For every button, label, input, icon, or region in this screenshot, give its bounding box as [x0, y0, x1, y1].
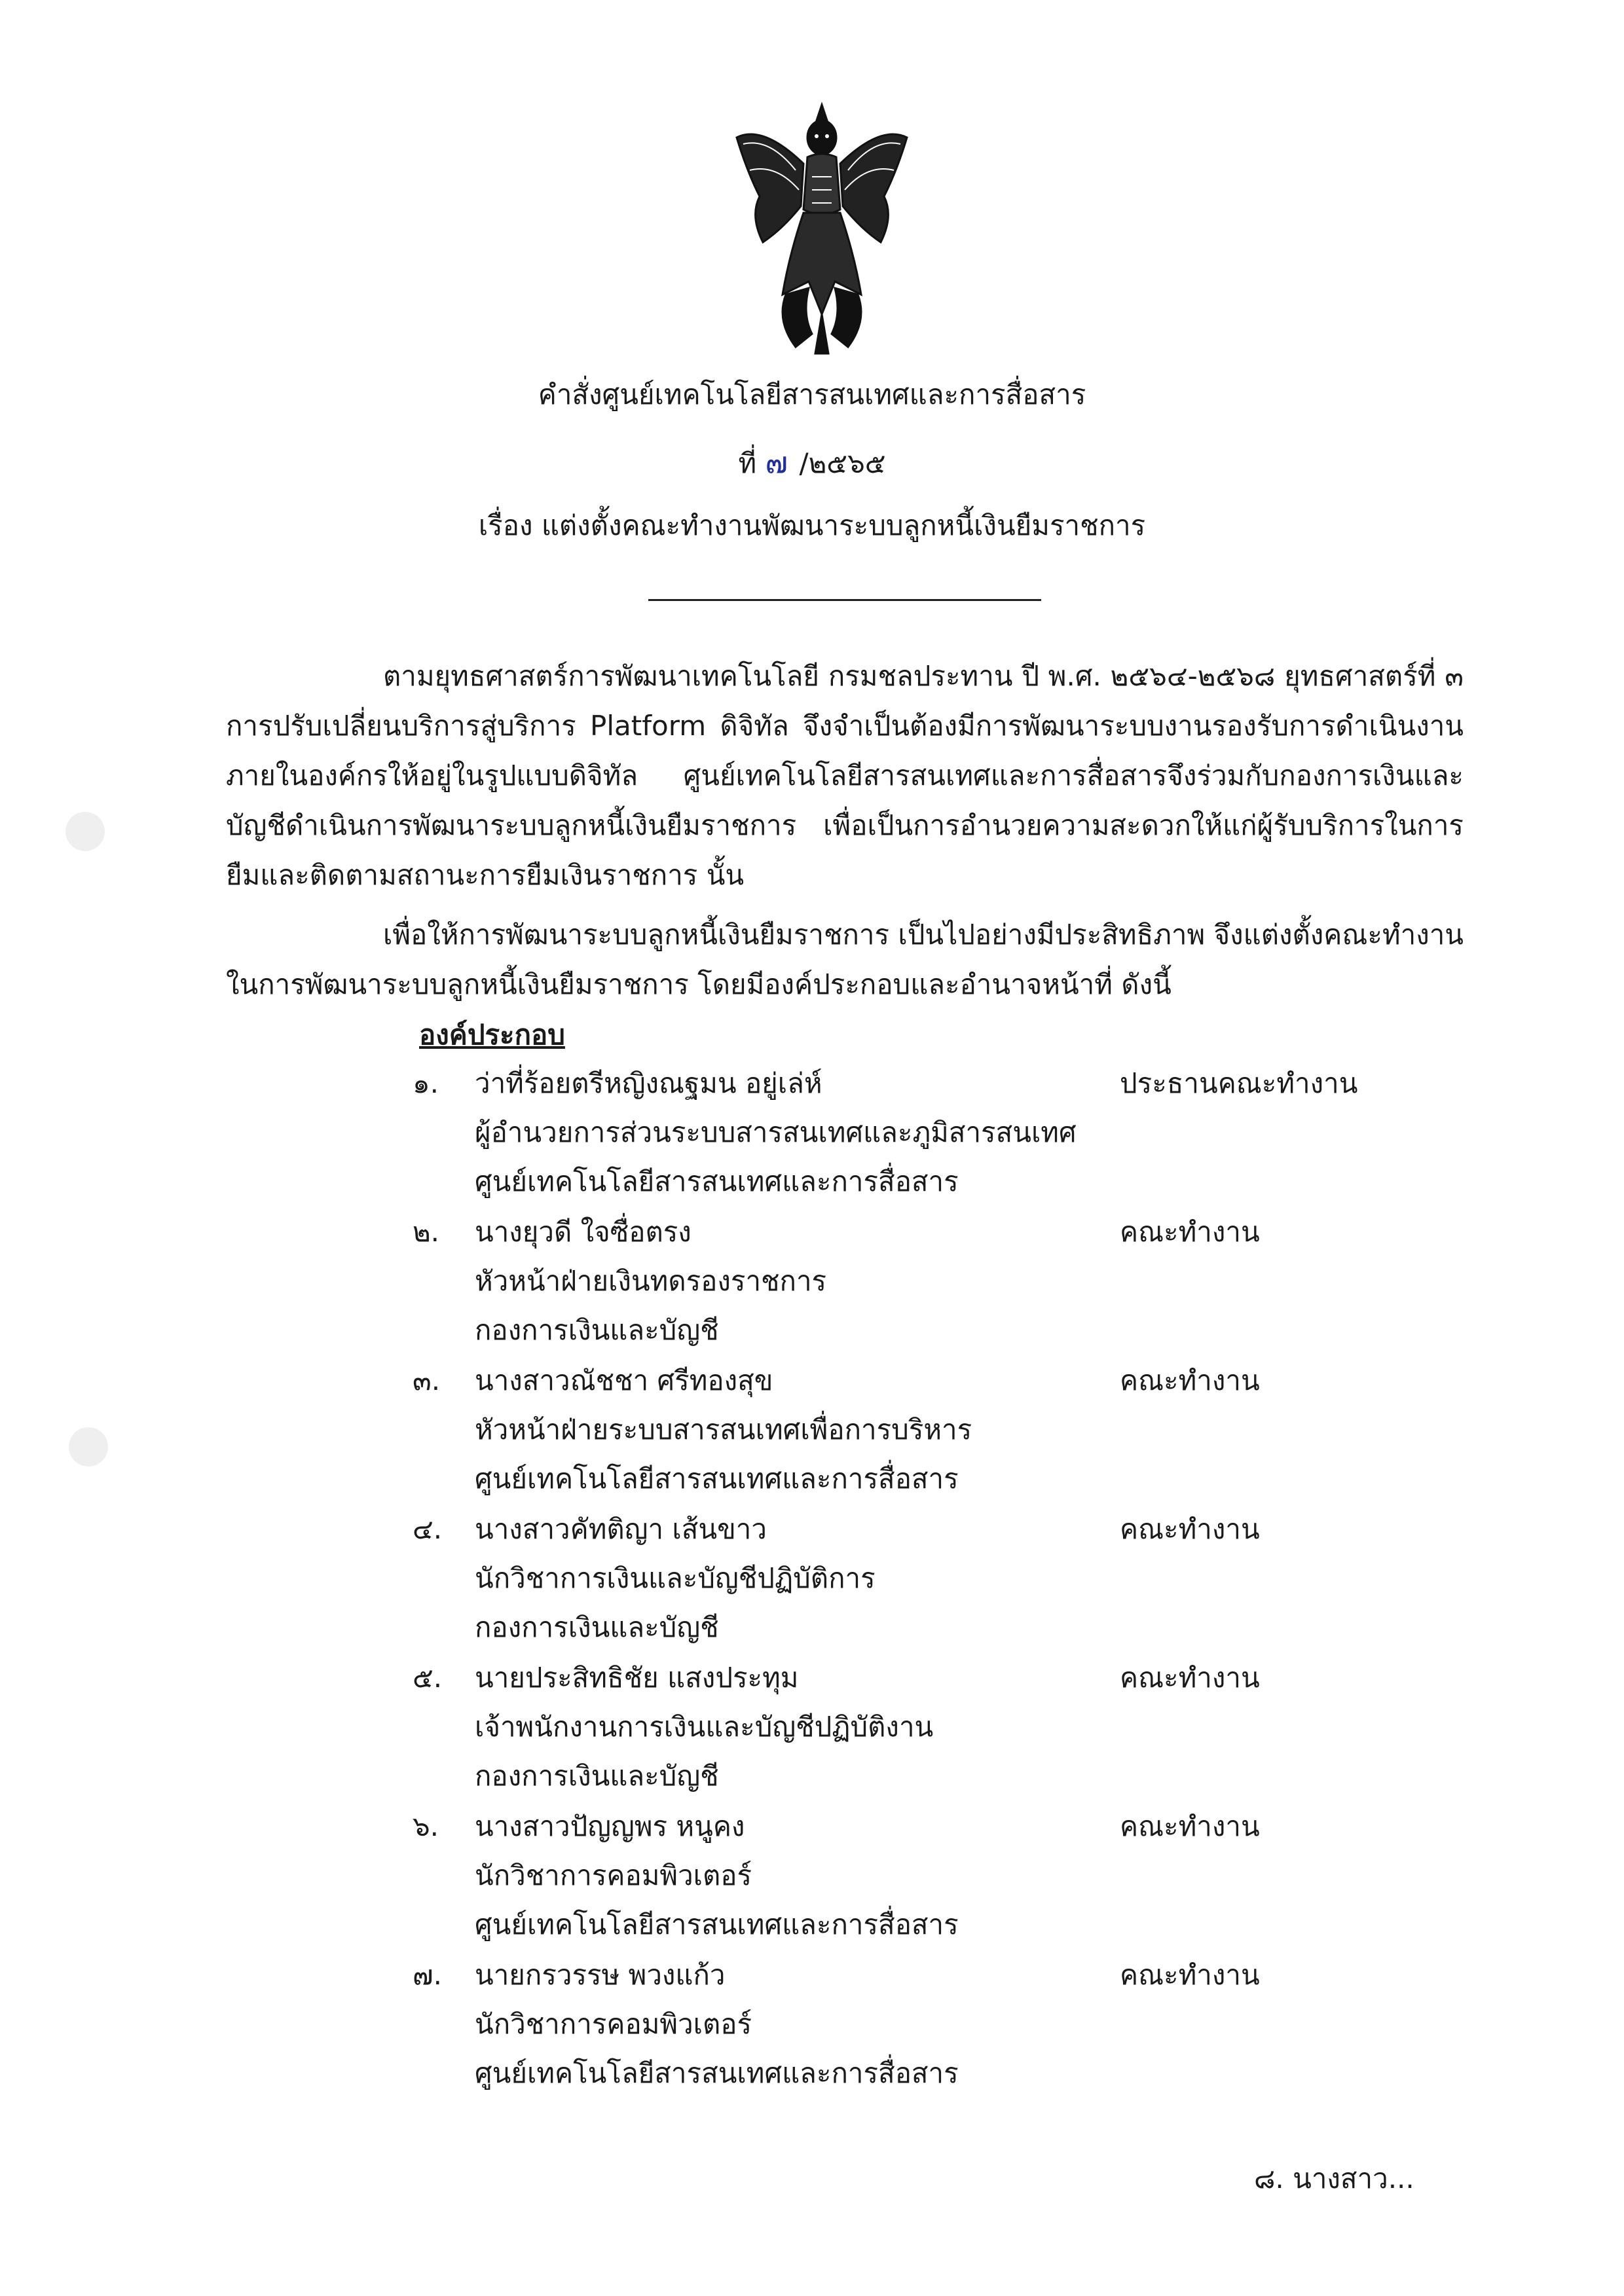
member-unit: กองการเงินและบัญชี	[475, 1314, 719, 1346]
member-position: หัวหน้าฝ่ายระบบสารสนเทศเพื่อการบริหาร	[475, 1413, 972, 1446]
member-role: ประธานคณะทำงาน	[1120, 1067, 1358, 1099]
member-item	[413, 1805, 1460, 1954]
member-position: เจ้าพนักงานการเงินและบัญชีปฏิบัติงาน	[475, 1711, 934, 1743]
garuda-emblem-icon	[724, 98, 920, 360]
scan-smudge	[69, 1427, 108, 1467]
title-divider	[648, 599, 1041, 601]
member-position: นักวิชาการคอมพิวเตอร์	[475, 2008, 752, 2040]
member-position: หัวหน้าฝ่ายเงินทดรองราชการ	[475, 1265, 827, 1297]
order-number-year: /๒๕๖๕	[799, 447, 886, 479]
composition-heading: องค์ประกอบ	[419, 1019, 565, 1051]
member-index: ๖.	[413, 1810, 439, 1842]
paragraph-2: เพื่อให้การพัฒนาระบบลูกหนี้เงินยืมราชการ เป็นไปอย่างมีประสิทธิภาพ จึงแต่งตั้งคณะทำงานในการพัฒนาระบบลูกหนี้เงินยืมราชการ โดยมีองค์ประกอบและอำนาจหน้าที่ ดังนี้	[226, 919, 1464, 1000]
paragraph-1: ตามยุทธศาสตร์การพัฒนาเทคโนโลยี กรมชลประทาน ปี พ.ศ. ๒๕๖๔-๒๕๖๘ ยุทธศาสตร์ที่ ๓ การปรับเปลี่ยนบริการสู่บริการ Platform ดิจิทัล จึงจำเป็นต้องมีการพัฒนาระบบงานรองรับการดำเนินงานภายในองค์กรให้อยู่ในรูปแบบดิจิทัล ศูนย์เทคโนโลยีสารสนเทศและการสื่อสารจึงร่วมกับกองการเงินและบัญชีดำเนินการพัฒนาระบบลูกหนี้เงินยืมราชการ เพื่อเป็นการอำนวยความสะดวกให้แก่ผู้รับบริการในการยืมและติดตามสถานะการยืมเงินราชการ นั้น	[226, 660, 1464, 891]
member-position: นักวิชาการคอมพิวเตอร์	[475, 1859, 752, 1891]
member-name: นางยุวดี ใจซื่อตรง	[475, 1216, 692, 1248]
member-index: ๑.	[413, 1067, 439, 1099]
page-continuation: ๘. นางสาว...	[1254, 2162, 1414, 2195]
member-index: ๗.	[413, 1959, 442, 1991]
member-index: ๒.	[413, 1216, 440, 1248]
order-number-prefix: ที่	[738, 447, 757, 479]
member-item	[413, 1508, 1460, 1656]
member-item	[413, 1954, 1460, 2102]
member-name: นายกรวรรษ พวงแก้ว	[475, 1959, 726, 1991]
order-number-value: ๗	[765, 445, 791, 480]
member-index: ๕.	[413, 1662, 443, 1694]
member-position: ผู้อำนวยการส่วนระบบสารสนเทศและภูมิสารสนเทศ	[475, 1116, 1077, 1148]
member-index: ๓.	[413, 1364, 441, 1396]
member-role: คณะทำงาน	[1120, 1364, 1260, 1396]
order-number	[0, 439, 1624, 486]
member-role: คณะทำงาน	[1120, 1810, 1260, 1842]
member-item	[413, 1359, 1460, 1508]
member-role: คณะทำงาน	[1120, 1216, 1260, 1248]
member-name: นางสาวณัชชา ศรีทองสุข	[475, 1364, 773, 1396]
member-name: นางสาวปัญญพร หนูคง	[475, 1810, 745, 1842]
member-index: ๔.	[413, 1513, 443, 1545]
member-unit: กองการเงินและบัญชี	[475, 1611, 719, 1643]
member-role: คณะทำงาน	[1120, 1959, 1260, 1991]
member-name: ว่าที่ร้อยตรีหญิงณฐมน อยู่เล่ห์	[475, 1067, 822, 1099]
member-position: นักวิชาการเงินและบัญชีปฏิบัติการ	[475, 1562, 876, 1594]
member-unit: ศูนย์เทคโนโลยีสารสนเทศและการสื่อสาร	[475, 1908, 959, 1941]
member-name: นายประสิทธิชัย แสงประทุม	[475, 1662, 799, 1694]
member-unit: ศูนย์เทคโนโลยีสารสนเทศและการสื่อสาร	[475, 2057, 959, 2089]
member-list	[413, 1062, 1460, 2102]
member-unit: ศูนย์เทคโนโลยีสารสนเทศและการสื่อสาร	[475, 1165, 959, 1197]
member-role: คณะทำงาน	[1120, 1513, 1260, 1545]
member-item	[413, 1062, 1460, 1211]
scan-smudge	[65, 812, 105, 851]
member-name: นางสาวคัทติญา เส้นขาว	[475, 1513, 767, 1545]
order-title: คำสั่งศูนย์เทคโนโลยีสารสนเทศและการสื่อสาร	[538, 378, 1086, 410]
member-unit: กองการเงินและบัญชี	[475, 1760, 719, 1792]
member-role: คณะทำงาน	[1120, 1662, 1260, 1694]
member-unit: ศูนย์เทคโนโลยีสารสนเทศและการสื่อสาร	[475, 1463, 959, 1495]
order-subject: เรื่อง แต่งตั้งคณะทำงานพัฒนาระบบลูกหนี้เงินยืมราชการ	[478, 509, 1146, 541]
member-item	[413, 1656, 1460, 1805]
member-item	[413, 1211, 1460, 1359]
